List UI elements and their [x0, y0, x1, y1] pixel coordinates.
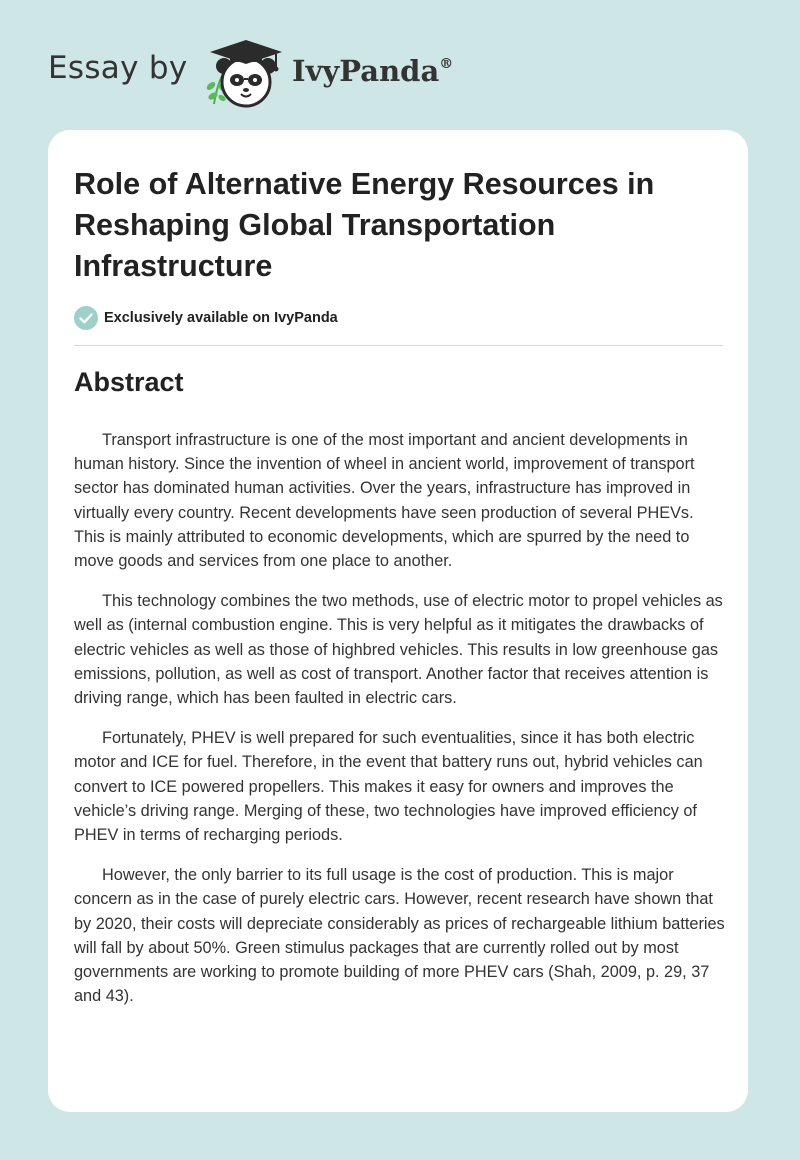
check-circle-icon	[74, 306, 98, 330]
abstract-body	[74, 428, 726, 1024]
paragraph: This technology combines the two methods, use of electric motor to propel vehicles as well as (internal combustion engine. This is very helpful as it mitigates the drawbacks of electric vehicles as well as those of highbred vehicles. This results in low greenhouse gas emissions, pollution, as well as cost of transport. Another factor that receives attention is driving range, which has been faulted in electric cars.	[74, 592, 723, 708]
essay-by-label: Essay by	[48, 50, 188, 86]
page-title: Role of Alternative Energy Resources in Reshaping Global Transportation Infrastructure	[74, 167, 655, 283]
exclusive-badge	[74, 306, 338, 330]
paragraph: Transport infrastructure is one of the most important and ancient developments in human history. Since the invention of wheel in ancient world, improvement of transport sector has dominated human activities. Over the years, infrastructure has improved in virtually every country. Recent developments have seen production of several PHEVs. This is mainly attributed to economic developments, which are spurred by the need to move goods and services from one place to another.	[74, 431, 695, 571]
paragraph: Fortunately, PHEV is well prepared for such eventualities, since it has both electric motor and ICE for fuel. Therefore, in the event that battery runs out, hybrid vehicles can convert to ICE powered propellers. This makes it easy for owners and improves the vehicle’s driving range. Merging of these, two technologies have improved efficiency of PHEV in terms of recharging periods.	[74, 729, 703, 845]
section-heading: Abstract	[74, 367, 184, 397]
panda-logo-icon[interactable]	[200, 36, 286, 110]
site-header	[48, 30, 548, 114]
essay-card	[48, 130, 748, 1112]
brand-name[interactable]	[292, 54, 453, 88]
divider	[74, 345, 723, 346]
registered-mark: ®	[439, 56, 454, 72]
brand-text: IvyPanda	[292, 54, 440, 88]
exclusive-label: Exclusively available on IvyPanda	[104, 310, 338, 326]
paragraph: However, the only barrier to its full usage is the cost of production. This is major concern as in the case of purely electric cars. However, recent research have shown that by 2020, their costs will depreciate considerably as prices of rechargeable lithium batteries will fall by about 50%. Green stimulus packages that are currently rolled out by most governments are working to promote building of more PHEV cars (Shah, 2009, p. 29, 37 and 43).	[74, 866, 725, 1006]
